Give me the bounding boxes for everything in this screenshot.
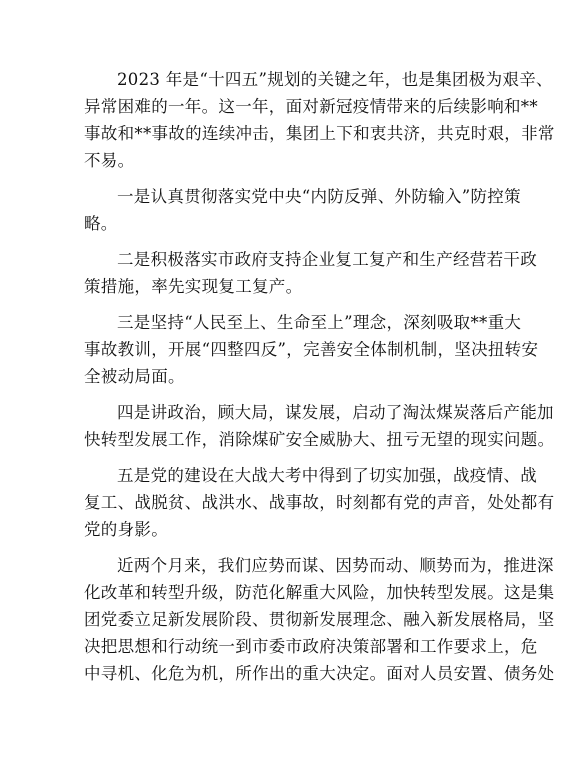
text-line: 团党委立足新发展阶段、贯彻新发展理念、融入新发展格局，坚 bbox=[84, 610, 555, 629]
paragraph-point-1 bbox=[84, 183, 521, 237]
text-line: 快转型发展工作，消除煤矿安全威胁大、扭亏无望的现实问题。 bbox=[84, 430, 555, 449]
document-body bbox=[84, 66, 555, 696]
text-line: 二是积极落实市政府支持企业复工复产和生产经营若干政 bbox=[117, 250, 537, 269]
paragraph-point-4 bbox=[84, 399, 555, 453]
text-line: 异常困难的一年。这一年，面对新冠疫情带来的后续影响和** bbox=[84, 97, 538, 116]
paragraph-point-2 bbox=[84, 246, 537, 300]
text-line: 全被动局面。 bbox=[84, 367, 185, 386]
paragraph-recent bbox=[84, 552, 555, 687]
text-line: 一是认真贯彻落实党中央“内防反弹、外防输入”防控策 bbox=[117, 187, 521, 206]
paragraph-intro bbox=[84, 66, 555, 174]
text-line: 党的身影。 bbox=[84, 520, 168, 539]
text-line: 复工、战脱贫、战洪水、战事故，时刻都有党的声音，处处都有 bbox=[84, 493, 555, 512]
paragraph-point-3 bbox=[84, 309, 539, 390]
text-line: 决把思想和行动统一到市委市政府决策部署和工作要求上，危 bbox=[84, 637, 538, 656]
text-line: 策措施，率先实现复工复产。 bbox=[84, 277, 303, 296]
text-line: 三是坚持“人民至上、生命至上”理念，深刻吸取**重大 bbox=[117, 313, 522, 332]
text-line: 中寻机、化危为机，所作出的重大决定。面对人员安置、债务处 bbox=[84, 664, 555, 683]
text-line: 化改革和转型升级，防范化解重大风险，加快转型发展。这是集 bbox=[84, 583, 555, 602]
text-line: 四是讲政治，顾大局，谋发展，启动了淘汰煤炭落后产能加 bbox=[117, 403, 554, 422]
text-line: 2023 年是“十四五”规划的关键之年，也是集团极为艰辛、 bbox=[117, 70, 553, 89]
text-line: 略。 bbox=[84, 214, 118, 233]
text-line: 事故和**事故的连续冲击，集团上下和衷共济，共克时艰，非常 bbox=[84, 124, 555, 143]
text-line: 事故教训，开展“四整四反”，完善安全体制机制，坚决扭转安 bbox=[84, 340, 539, 359]
text-line: 五是党的建设在大战大考中得到了切实加强，战疫情、战 bbox=[117, 466, 537, 485]
text-line: 不易。 bbox=[84, 151, 135, 170]
text-line: 近两个月来，我们应势而谋、因势而动、顺势而为，推进深 bbox=[117, 556, 554, 575]
paragraph-point-5 bbox=[84, 462, 555, 543]
